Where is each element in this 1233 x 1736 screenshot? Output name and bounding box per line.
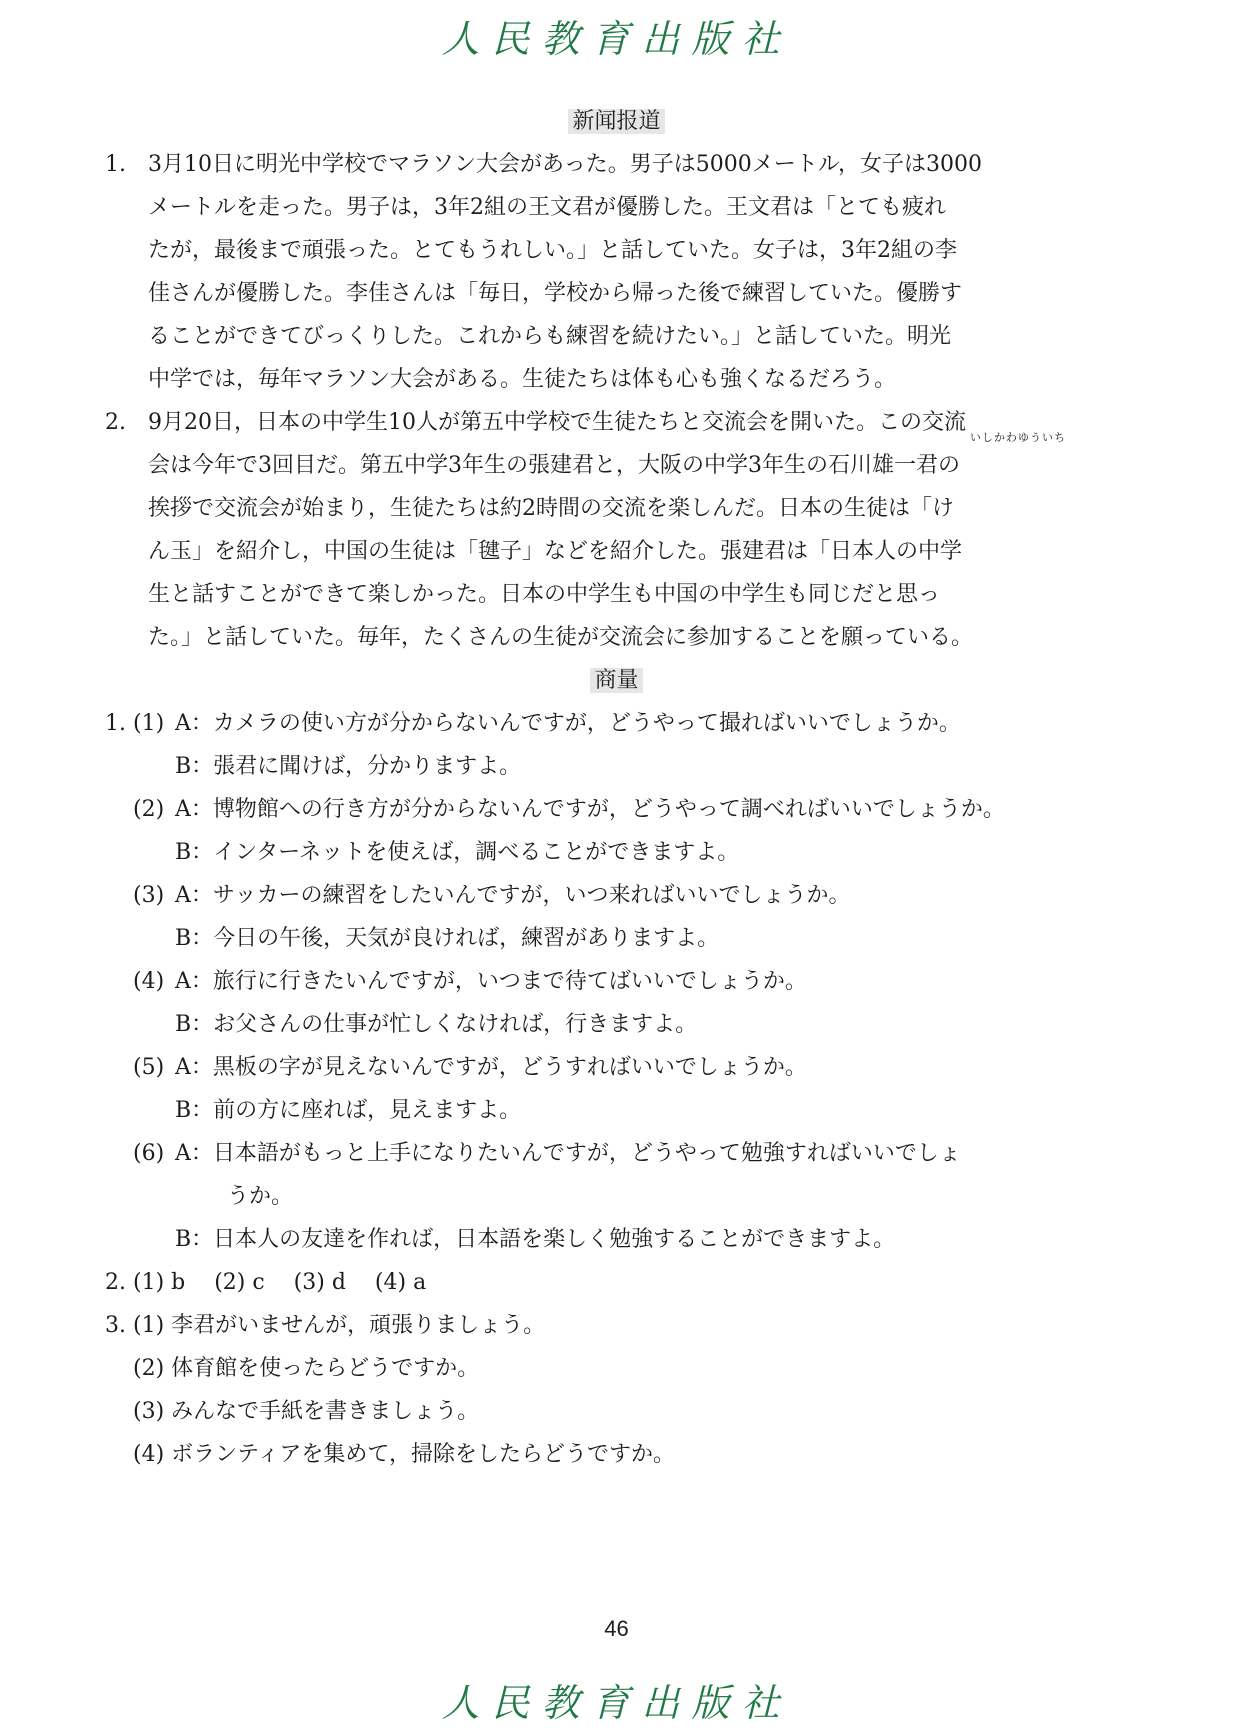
dialogue-line: (6) A：日本語がもっと上手になりたいんですが，どうやって勉強すればいいでしょ xyxy=(133,1141,961,1166)
answer-3-line: (2) 体育館を使ったらどうですか。 xyxy=(133,1356,480,1381)
dialogue-line: (2) A：博物館への行き方が分からないんですが，どうやって調べればいいでしょうか。 xyxy=(133,797,1005,822)
page-content xyxy=(0,100,1233,1476)
news-line: 中学では，毎年マラソン大会がある。生徒たちは体も心も強くなるだろう。 xyxy=(148,367,897,392)
dialogue-line: 1. (1) A：カメラの使い方が分からないんですが，どうやって撮ればいいでしょうか。 xyxy=(105,711,961,736)
dialogue-line: B：日本人の友達を作れば，日本語を楽しく勉強することができますよ。 xyxy=(175,1227,896,1252)
news-number: 2. xyxy=(105,410,126,435)
news-line: メートルを走った。男子は，3年2組の王文君が優勝した。王文君は「とても疲れ xyxy=(148,195,946,220)
section-heading-news: 新闻报道 xyxy=(0,100,1233,143)
dialogue-line: (4) A：旅行に行きたいんですが，いつまで待てばいいでしょうか。 xyxy=(133,969,807,994)
news-line: 生と話すことができて楽しかった。日本の中学生も中国の中学生も同じだと思っ xyxy=(148,582,941,607)
news-line: ん玉」を紹介し，中国の生徒は「毽子」などを紹介した。張建君は「日本人の中学 xyxy=(148,539,963,564)
news-line: 9月20日，日本の中学生10人が第五中学校で生徒たちと交流会を開いた。この交流 xyxy=(148,410,966,435)
section-heading-discussion: 商量 xyxy=(0,659,1233,702)
answer-3-line: 3. (1) 李君がいませんが，頑張りましょう。 xyxy=(105,1313,546,1338)
dialogue-line: (3) A：サッカーの練習をしたいんですが，いつ来ればいいでしょうか。 xyxy=(133,883,851,908)
news-line: ることができてびっくりした。これからも練習を続けたい。」と話していた。明光 xyxy=(148,324,952,349)
dialogue-line: B：インターネットを使えば，調べることができますよ。 xyxy=(175,840,740,865)
page-number: 46 xyxy=(604,1616,629,1641)
furigana: いしかわゆういち xyxy=(970,431,1066,444)
publisher-logo-top: 人民教育出版社 xyxy=(441,17,792,61)
news-line: 会は今年で3回目だ。第五中学3年生の張建君と，大阪の中学3年生の石川雄一君の xyxy=(148,453,960,478)
news-line: た。」と話していた。毎年，たくさんの生徒が交流会に参加することを願っている。 xyxy=(148,625,974,650)
news-line: たが，最後まで頑張った。とてもうれしい。」と話していた。女子は，3年2組の李 xyxy=(148,238,957,263)
news-line: 挨拶で交流会が始まり，生徒たちは約2時間の交流を楽しんだ。日本の生徒は「け xyxy=(148,496,954,521)
answer-2: 2. (1) b (2) c (3) d (4) a xyxy=(105,1270,427,1295)
answer-3-line: (4) ボランティアを集めて，掃除をしたらどうですか。 xyxy=(133,1442,675,1467)
dialogue-line: B：今日の午後，天気が良ければ，練習がありますよ。 xyxy=(175,926,720,951)
answer-3-line: (3) みんなで手紙を書きましょう。 xyxy=(133,1399,480,1424)
news-item-2 xyxy=(0,401,1233,659)
news-item-1 xyxy=(0,143,1233,401)
news-number: 1. xyxy=(105,152,126,177)
dialogue-line: B：前の方に座れば，見えますよ。 xyxy=(175,1098,522,1123)
news-line: 3月10日に明光中学校でマラソン大会があった。男子は5000メートル，女子は3000 xyxy=(148,152,982,177)
dialogue-line: (5) A：黒板の字が見えないんですが，どうすればいいでしょうか。 xyxy=(133,1055,807,1080)
dialogue-line: B：お父さんの仕事が忙しくなければ，行きますよ。 xyxy=(175,1012,698,1037)
publisher-logo-bottom: 人民教育出版社 xyxy=(441,1681,792,1725)
dialogue-line: うか。 xyxy=(227,1184,294,1209)
news-line: 佳さんが優勝した。李佳さんは「毎日，学校から帰った後で練習していた。優勝す xyxy=(148,281,963,306)
dialogue-line: B：張君に聞けば，分かりますよ。 xyxy=(175,754,522,779)
